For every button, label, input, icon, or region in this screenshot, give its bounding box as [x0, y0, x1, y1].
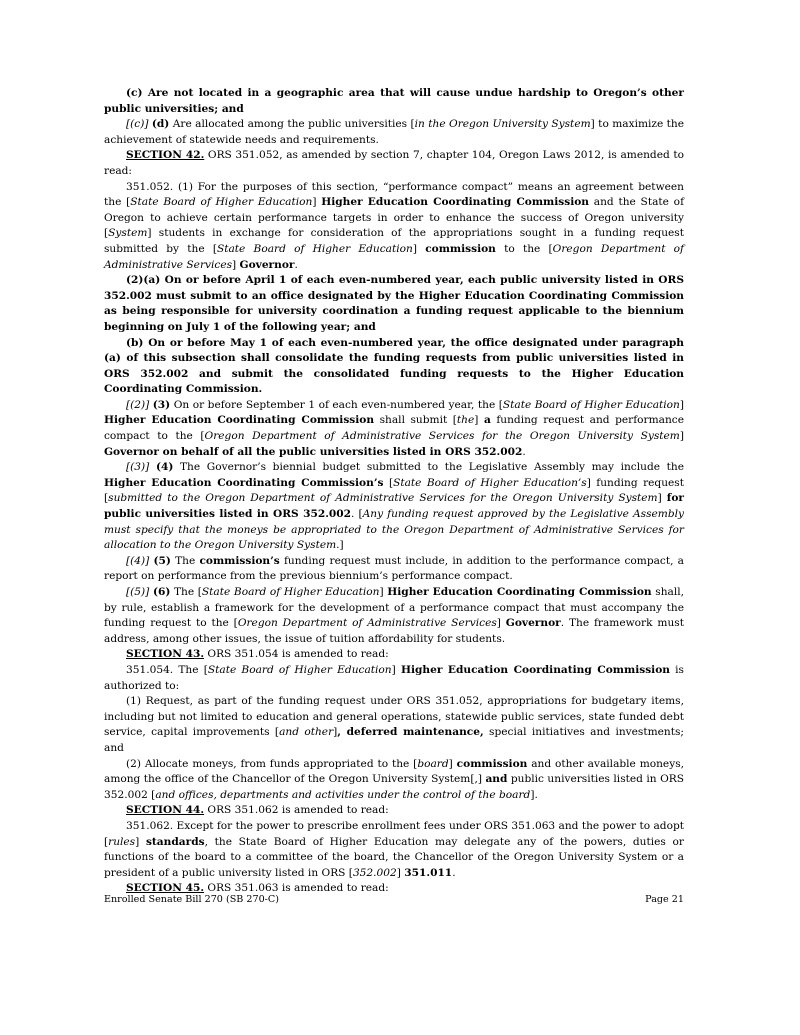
section-heading-paragraph — [104, 148, 684, 179]
deleted-text: submitted to the Oregon Department of Administrative Services for the Oregon University System — [108, 492, 658, 505]
deleted-text: Any funding request approved by the Legislative Assembly must specify that the moneys be appropriated to the Oregon Department of Administrative Services for allocation to the Oregon University System. — [104, 508, 684, 552]
text-run: public universities listed in ORS 352.002 [ — [104, 773, 684, 801]
text-paragraph — [104, 663, 684, 694]
text-run: The — [170, 554, 200, 567]
text-run: (1) Request, as part of the funding request under ORS 351.052, appropriations for budgetary items, including but not limited to education and general operations, statewide public services, state funded debt service, capital improvements [ — [104, 695, 684, 739]
text-run: . — [522, 445, 526, 458]
deleted-text: State Board of Higher Education — [207, 663, 392, 676]
section-heading-paragraph — [104, 803, 684, 819]
text-paragraph — [104, 819, 684, 881]
text-run: . [ — [351, 508, 363, 521]
text-run: On or before September 1 of each even-numbered year, the [ — [170, 398, 503, 411]
text-run: funding request must include, in addition to the performance compact, a report on performance from the previous biennium’s performance compact. — [104, 554, 684, 583]
inserted-text: commission — [456, 757, 528, 770]
text-run: 351.054. The [ — [126, 663, 208, 676]
section-label: SECTION 43. — [126, 648, 205, 661]
section-label: SECTION 42. — [126, 149, 205, 162]
text-run: ] students in exchange for consideration of the appropriations sought in a funding request submitted by the [ — [104, 227, 684, 255]
text-run: and the State of Oregon to achieve certain performance targets in order to enhance the success of Oregon university [ — [104, 196, 684, 240]
inserted-text: and — [485, 773, 508, 786]
text-paragraph — [104, 694, 684, 756]
text-paragraph — [104, 398, 684, 460]
inserted-text: Governor on behalf of all the public universities listed in ORS 352.002 — [104, 445, 523, 458]
text-run: ORS 351.063 is amended to read: — [204, 882, 389, 895]
inserted-text: (4) — [155, 461, 174, 474]
text-run: and other available moneys, among the office of the Chancellor of the Oregon University System[,] — [104, 757, 684, 786]
text-run: ] — [496, 617, 506, 630]
text-run: ORS 351.052, as amended by section 7, chapter 104, Oregon Laws 2012, is amended to read: — [104, 149, 684, 177]
inserted-text: Higher Education Coordinating Commission’s — [104, 476, 384, 489]
inserted-text: (d) — [151, 118, 170, 131]
text-run: special initiatives and investments; and — [104, 726, 684, 754]
deleted-text: [(3)] — [126, 461, 150, 474]
text-run: ] — [391, 663, 401, 676]
deleted-text: System — [108, 227, 148, 240]
inserted-text: (b) On or before May 1 of each even-numbered year, the office designated under paragraph (a) of this subsection shall consolidate the funding requests from public universities listed in ORS 352.002 and submit the consolidated funding requests to the Higher Education Coordinating Commission. — [104, 336, 684, 396]
deleted-text: Oregon Department of Administrative Services — [237, 617, 497, 630]
deleted-text: and other — [279, 726, 334, 739]
inserted-text: Higher Education Coordinating Commission — [400, 663, 670, 676]
text-run: ] — [232, 258, 240, 271]
inserted-text: Higher Education Coordinating Commission — [104, 414, 375, 427]
text-run: 351.062. Except for the power to prescribe enrollment fees under ORS 351.063 and the power to adopt [ — [104, 819, 684, 848]
inserted-text: a — [483, 414, 491, 427]
text-paragraph — [104, 585, 684, 647]
text-run: to the [ — [495, 242, 553, 255]
text-run: is authorized to: — [104, 663, 684, 692]
document-body — [104, 86, 684, 897]
inserted-text: 351.011 — [404, 866, 453, 879]
footer-page-number: Page 21 — [645, 894, 684, 905]
text-run: shall, by rule, establish a framework for the development of a performance compact that must accompany the funding request to the [ — [104, 586, 684, 630]
text-run: ] to maximize the achievement of statewide needs and requirements. — [104, 118, 684, 146]
inserted-text: commission’s — [199, 554, 280, 567]
text-paragraph — [104, 757, 684, 804]
text-run: The Governor’s biennial budget submitted to the Legislative Assembly may include the — [173, 461, 684, 474]
text-run: ] — [679, 430, 684, 443]
text-run: The [ — [170, 586, 202, 598]
inserted-text: Governor — [505, 617, 561, 630]
text-run: ] — [379, 586, 388, 598]
text-run: ORS 351.054 is amended to read: — [204, 648, 389, 661]
text-run: ] — [333, 726, 338, 739]
deleted-text: State Board of Higher Education — [502, 398, 680, 411]
inserted-text: , deferred maintenance, — [337, 726, 484, 739]
text-run: , the State Board of Higher Education may delegate any of the powers, duties or functions of the board to a committee of the board, the Chancellor of the Oregon University System or a president of a public university listed in ORS [ — [104, 835, 684, 879]
text-paragraph — [104, 86, 684, 117]
deleted-text: in the Oregon University System — [414, 118, 591, 131]
text-run — [149, 461, 156, 473]
inserted-text: standards — [145, 835, 205, 848]
deleted-text: rules — [108, 835, 136, 848]
text-run: ] — [412, 242, 426, 255]
text-run: . The framework must address, among other issues, the issue of tuition affordability for students. — [104, 617, 684, 645]
deleted-text: and offices, departments and activities under the control of the board — [155, 788, 531, 801]
text-run: [ — [383, 476, 394, 489]
section-label: SECTION 44. — [126, 804, 205, 817]
text-paragraph — [104, 460, 684, 554]
text-run: ] — [474, 414, 484, 427]
inserted-text: for public universities listed in ORS 352.002 — [104, 492, 684, 521]
text-run: ] funding request [ — [104, 476, 684, 505]
deleted-text: Oregon Department of Administrative Services for the Oregon University System — [204, 430, 680, 443]
text-run: ] — [657, 492, 667, 505]
deleted-text: [(4)] — [126, 554, 150, 567]
deleted-text: State Board of Higher Education — [216, 242, 413, 255]
inserted-text: (2)(a) On or before April 1 of each even-numbered year, each public university listed in ORS 352.002 must submit to an office designated by the Higher Education Coordinating Commission as being responsible for university coordination a funding request applicable to the biennium beginning on July 1 of the following year; and — [104, 274, 684, 333]
text-run: . — [452, 866, 456, 879]
text-run: ] — [448, 757, 457, 770]
deleted-text: [(2)] — [126, 398, 150, 411]
text-run: funding request and performance compact to the [ — [104, 414, 684, 443]
text-run: ORS 351.062 is amended to read: — [204, 804, 389, 817]
deleted-text: board — [417, 757, 449, 770]
text-run: (2) Allocate moneys, from funds appropriated to the [ — [126, 757, 418, 770]
text-run: Are allocated among the public universities [ — [169, 118, 415, 131]
inserted-text: Higher Education Coordinating Commission — [321, 196, 589, 209]
text-paragraph — [104, 117, 684, 148]
deleted-text: [(c)] — [126, 118, 149, 131]
inserted-text: (5) — [153, 554, 171, 567]
deleted-text: Oregon Department of Administrative Services — [104, 242, 684, 271]
text-run: ] — [396, 866, 405, 879]
inserted-text: Higher Education Coordinating Commission — [387, 586, 652, 598]
text-run: ] — [135, 835, 146, 848]
text-paragraph — [104, 180, 684, 274]
inserted-text: commission — [425, 242, 496, 255]
text-run: ] — [339, 539, 344, 552]
inserted-text: Governor — [239, 258, 295, 271]
text-run: 351.052. (1) For the purposes of this section, “performance compact” means an agreement between the [ — [104, 180, 684, 209]
inserted-text: (c) Are not located in a geographic area that will cause undue hardship to Oregon’s other public universities; and — [104, 87, 684, 115]
deleted-text: State Board of Higher Education’s — [393, 476, 587, 489]
page-footer — [104, 894, 684, 905]
section-heading-paragraph — [104, 647, 684, 663]
text-run: ] — [679, 398, 684, 411]
footer-bill-title: Enrolled Senate Bill 270 (SB 270-C) — [104, 894, 279, 905]
deleted-text: State Board of Higher Education — [130, 196, 313, 209]
text-run: shall submit [ — [374, 414, 457, 427]
inserted-text: (3) — [152, 398, 171, 411]
deleted-text: 352.002 — [352, 866, 397, 879]
text-paragraph — [104, 336, 684, 398]
text-run: ] — [312, 196, 322, 209]
deleted-text: [(5)] — [126, 586, 150, 598]
section-label: SECTION 45. — [126, 882, 205, 895]
text-paragraph — [104, 554, 684, 585]
deleted-text: State Board of Higher Education — [201, 586, 380, 598]
deleted-text: the — [456, 414, 475, 427]
text-paragraph — [104, 273, 684, 335]
text-run: . — [294, 258, 298, 271]
text-run: ]. — [530, 788, 538, 801]
inserted-text: (6) — [152, 586, 171, 598]
